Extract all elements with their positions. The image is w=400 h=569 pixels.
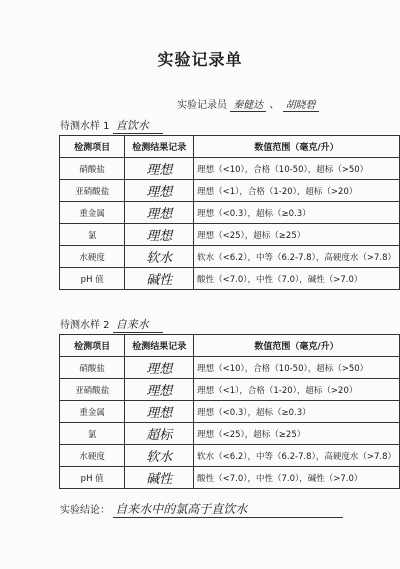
conclusion [60,500,343,518]
table-header-row: 检测项目 检测结果记录 数值范围（毫克/升） [60,136,400,158]
sample-2-name: 自来水 [113,316,163,333]
sample-1-label: 待测水样 1 直饮水 [60,117,163,134]
sample-1-table [59,135,400,290]
table-row: 水硬度 软水 软水（<6.2），中等（6.2-7.8），高硬度水（>7.8） [60,445,400,467]
table-header-row: 检测项目 检测结果记录 数值范围（毫克/升） [60,335,400,357]
table-row: 氯 超标 理想（<25），超标（≥25） [60,423,400,445]
table-row: 硝酸盐 理想 理想（<10），合格（10-50），超标（>50） [60,158,400,180]
table-row: pH 值 碱性 酸性（<7.0），中性（7.0），碱性（>7.0） [60,268,400,290]
table-row: 水硬度 软水 软水（<6.2），中等（6.2-7.8），高硬度水（>7.8） [60,246,400,268]
recorder-line [177,96,319,112]
table-row: pH 值 碱性 酸性（<7.0），中性（7.0），碱性（>7.0） [60,467,400,489]
sample-2-label: 待测水样 2 自来水 [60,316,163,333]
table-row: 重金属 理想 理想（<0.3），超标（≥0.3） [60,401,400,423]
table-row: 硝酸盐 理想 理想（<10），合格（10-50），超标（>50） [60,357,400,379]
recorder-name-1: 秦健达 [230,96,266,112]
sample-2-table [59,334,400,489]
table-row: 氯 理想 理想（<25），超标（≥25） [60,224,400,246]
sample-1-name: 直饮水 [113,117,163,134]
recorder-separator: 、 [269,100,280,111]
table-row: 亚硝酸盐 理想 理想（<1），合格（1-20），超标（>20） [60,379,400,401]
page-title: 实验记录单 [157,50,243,69]
recorder-label: 实验记录员 [177,100,227,111]
conclusion-text: 自来水中的氯高于直饮水 [113,500,343,518]
recorder-name-2: 胡晓碧 [283,96,319,112]
conclusion-label: 实验结论： [60,505,110,516]
table-row: 亚硝酸盐 理想 理想（<1），合格（1-20），超标（>20） [60,180,400,202]
table-row: 重金属 理想 理想（<0.3），超标（≥0.3） [60,202,400,224]
